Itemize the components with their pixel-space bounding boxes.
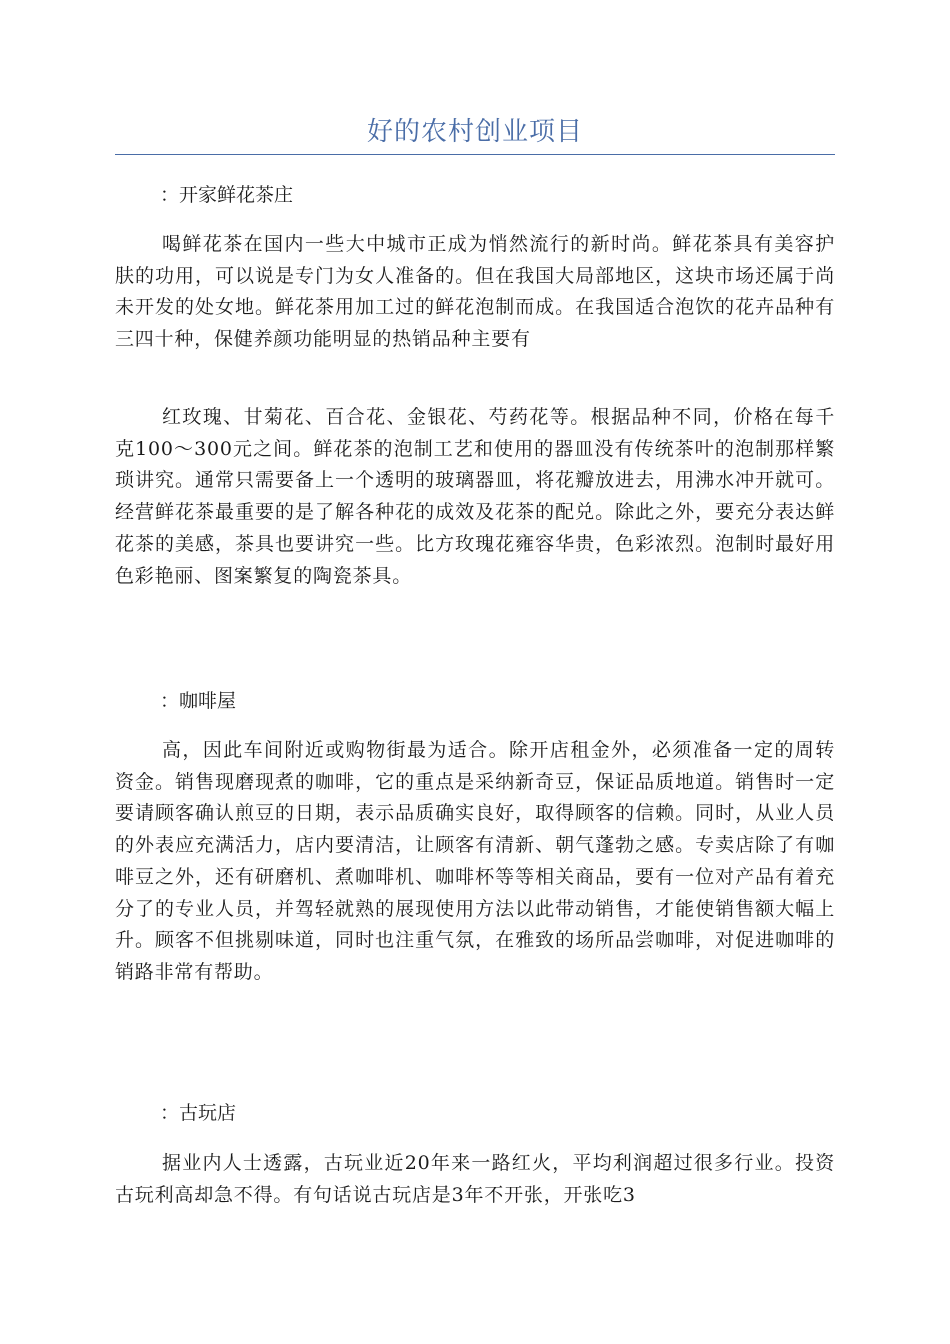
paragraph-coffee-house: 高，因此车间附近或购物街最为适合。除开店租金外，必须准备一定的周转资金。销售现磨现煮的咖啡，它的重点是采纳新奇豆，保证品质地道。销售时一定要请顾客确认煎豆的日期，表示品质确实良好，取得顾客的信赖。同时，从业人员的外表应充满活力，店内要清洁，让顾客有清新、朝气蓬勃之感。专卖店除了有咖啡豆之外，还有研磨机、煮咖啡机、咖啡杯等等相关商品，要有一位对产品有着充分了的专业人员，并驾轻就熟的展现使用方法以此带动销售，才能使销售额大幅上升。顾客不但挑剔味道，同时也注重气氛，在雅致的场所品尝咖啡，对促进咖啡的销路非常有帮助。 [115, 739, 835, 983]
title-underline [115, 154, 835, 155]
document-title: 好的农村创业项目 [366, 117, 583, 147]
paragraph-flower-tea-details: 红玫瑰、甘菊花、百合花、金银花、芍药花等。根据品种不同，价格在每千克100～300元之间。鲜花茶的泡制工艺和使用的器皿没有传统茶叶的泡制那样繁琐讲究。通常只需要备上一个透明的玻璃器皿，将花瓣放进去，用沸水冲开就可。经营鲜花茶最重要的是了解各种花的成效及花茶的配兑。除此之外，要充分表达鲜花茶的美感，茶具也要讲究一些。比方玫瑰花雍容华贵，色彩浓烈。泡制时最好用色彩艳丽、图案繁复的陶瓷茶具。 [115, 406, 835, 587]
paragraph-flower-tea-intro: 喝鲜花茶在国内一些大中城市正成为悄然流行的新时尚。鲜花茶具有美容护肤的功用，可以说是专门为女人准备的。但在我国大局部地区，这块市场还属于尚未开发的处女地。鲜花茶用加工过的鲜花泡制而成。在我国适合泡饮的花卉品种有三四十种，保健养颜功能明显的热销品种主要有 [115, 233, 835, 351]
section-heading-flower-tea: ：开家鲜花茶庄 [160, 184, 294, 206]
section-heading-antique-shop: ：古玩店 [160, 1102, 237, 1124]
section-heading-coffee-house: ：咖啡屋 [160, 690, 237, 712]
paragraph-antique-shop: 据业内人士透露，古玩业近20年来一路红火，平均利润超过很多行业。投资古玩利高却急不得。有句话说古玩店是3年不开张，开张吃3 [115, 1152, 835, 1206]
